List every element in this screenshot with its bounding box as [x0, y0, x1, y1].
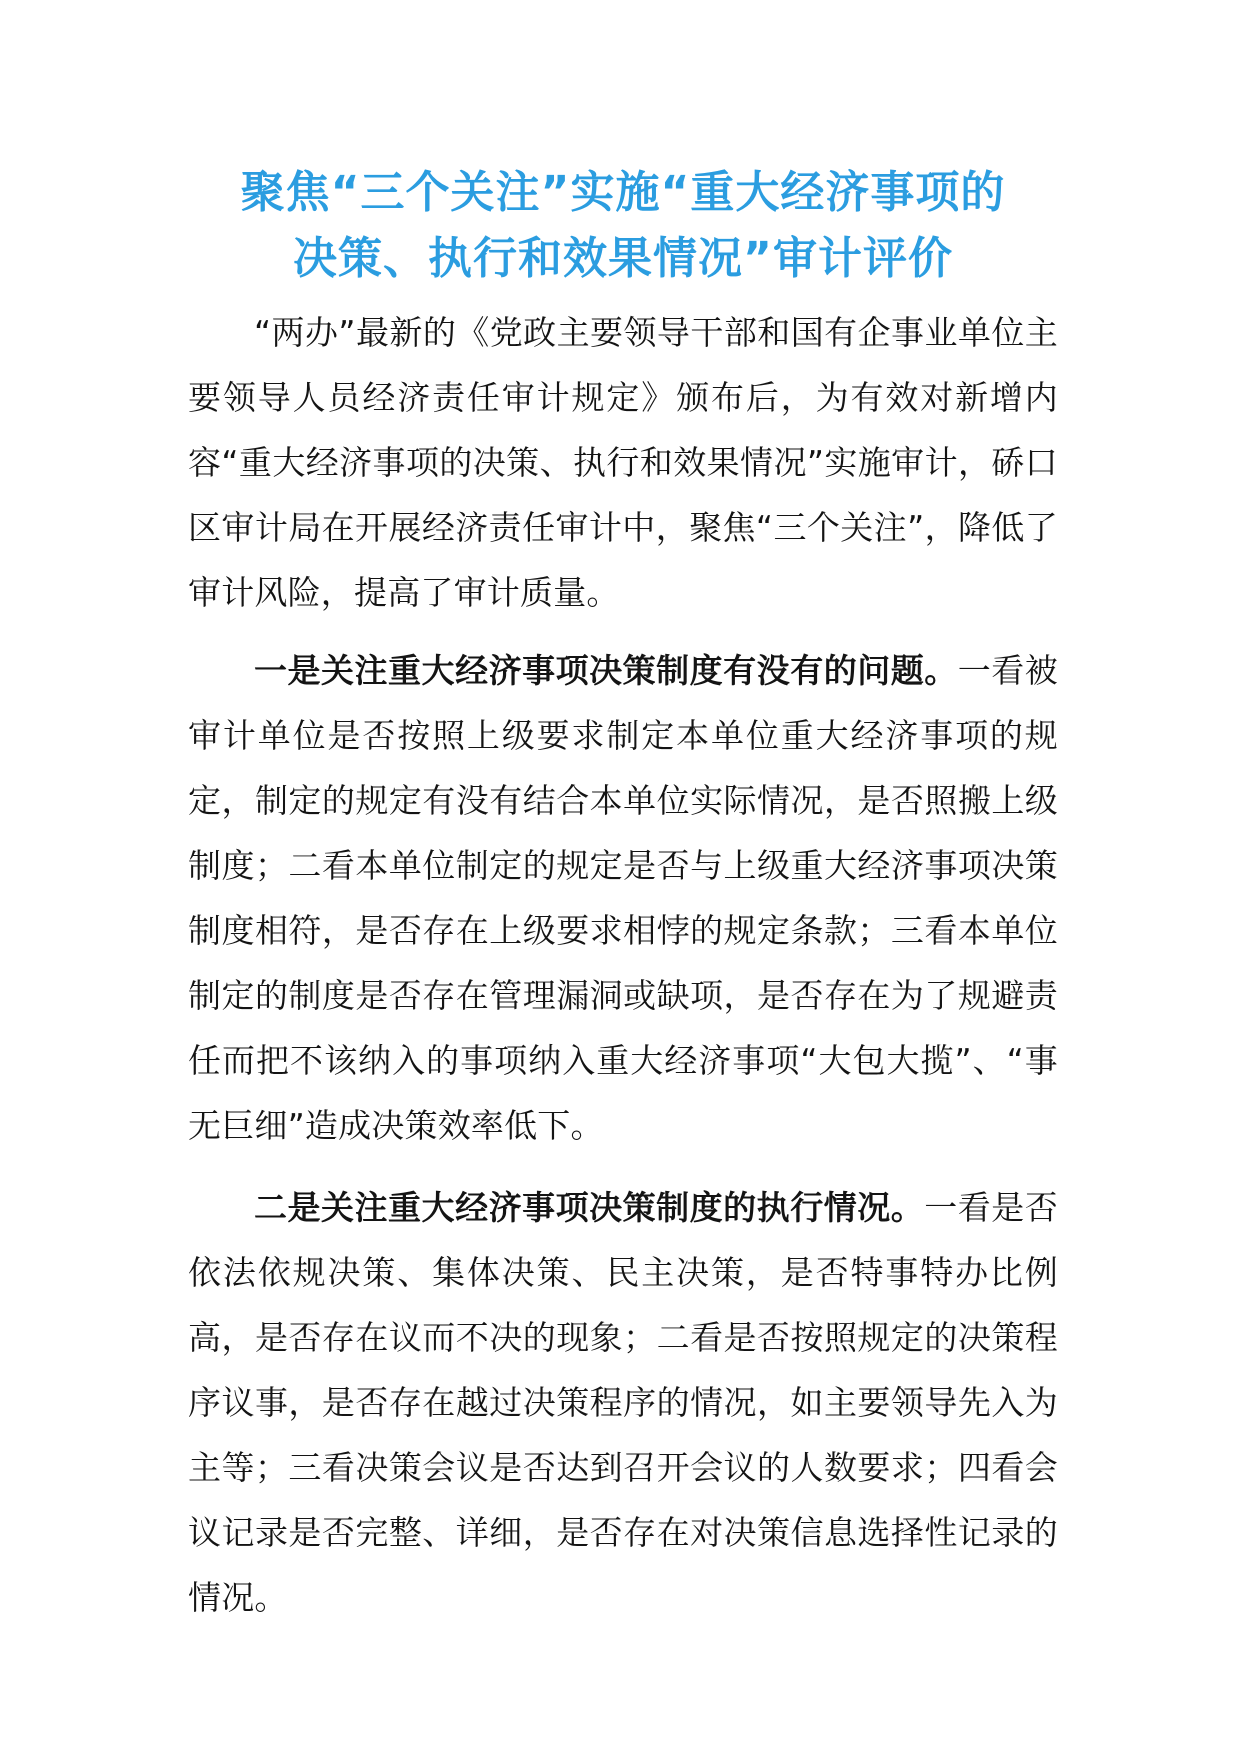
title-line-1: 聚焦“三个关注”实施“重大经济事项的 — [240, 167, 1006, 218]
paragraph-1-text: 一看被审计单位是否按照上级要求制定本单位重大经济事项的规定，制定的规定有没有结合本单位实际情况，是否照搬上级制度；二看本单位制定的规定是否与上级重大经济事项决策制度相符，是否存在上级要求相悖的规定条款；三看本单位制定的制度是否存在管理漏洞或缺项，是否存在为了规避责任而把不该纳入的事项纳入重大经济事项“大包大揽”、“事无巨细”造成决策效率低下。 — [188, 651, 1058, 1145]
paragraph-2-lead: 二是关注重大经济事项决策制度的执行情况。 — [254, 1188, 925, 1227]
document-title — [188, 160, 1058, 292]
body-paragraph-2 — [188, 1175, 1058, 1630]
body-paragraph-1 — [188, 638, 1058, 1158]
intro-paragraph: “两办”最新的《党政主要领导干部和国有企事业单位主要领导人员经济责任审计规定》颁布后，为有效对新增内容“重大经济事项的决策、执行和效果情况”实施审计，硚口区审计局在开展经济责任审计中，聚焦“三个关注”，降低了审计风险，提高了审计质量。 — [188, 313, 1058, 612]
title-line-2: 决策、执行和效果情况”审计评价 — [293, 233, 953, 284]
paragraph-2-text: 一看是否依法依规决策、集体决策、民主决策，是否特事特办比例高，是否存在议而不决的现象；二看是否按照规定的决策程序议事，是否存在越过决策程序的情况，如主要领导先入为主等；三看决策会议是否达到召开会议的人数要求；四看会议记录是否完整、详细，是否存在对决策信息选择性记录的情况。 — [188, 1188, 1058, 1617]
paragraph-1-lead: 一是关注重大经济事项决策制度有没有的问题。 — [254, 651, 958, 690]
